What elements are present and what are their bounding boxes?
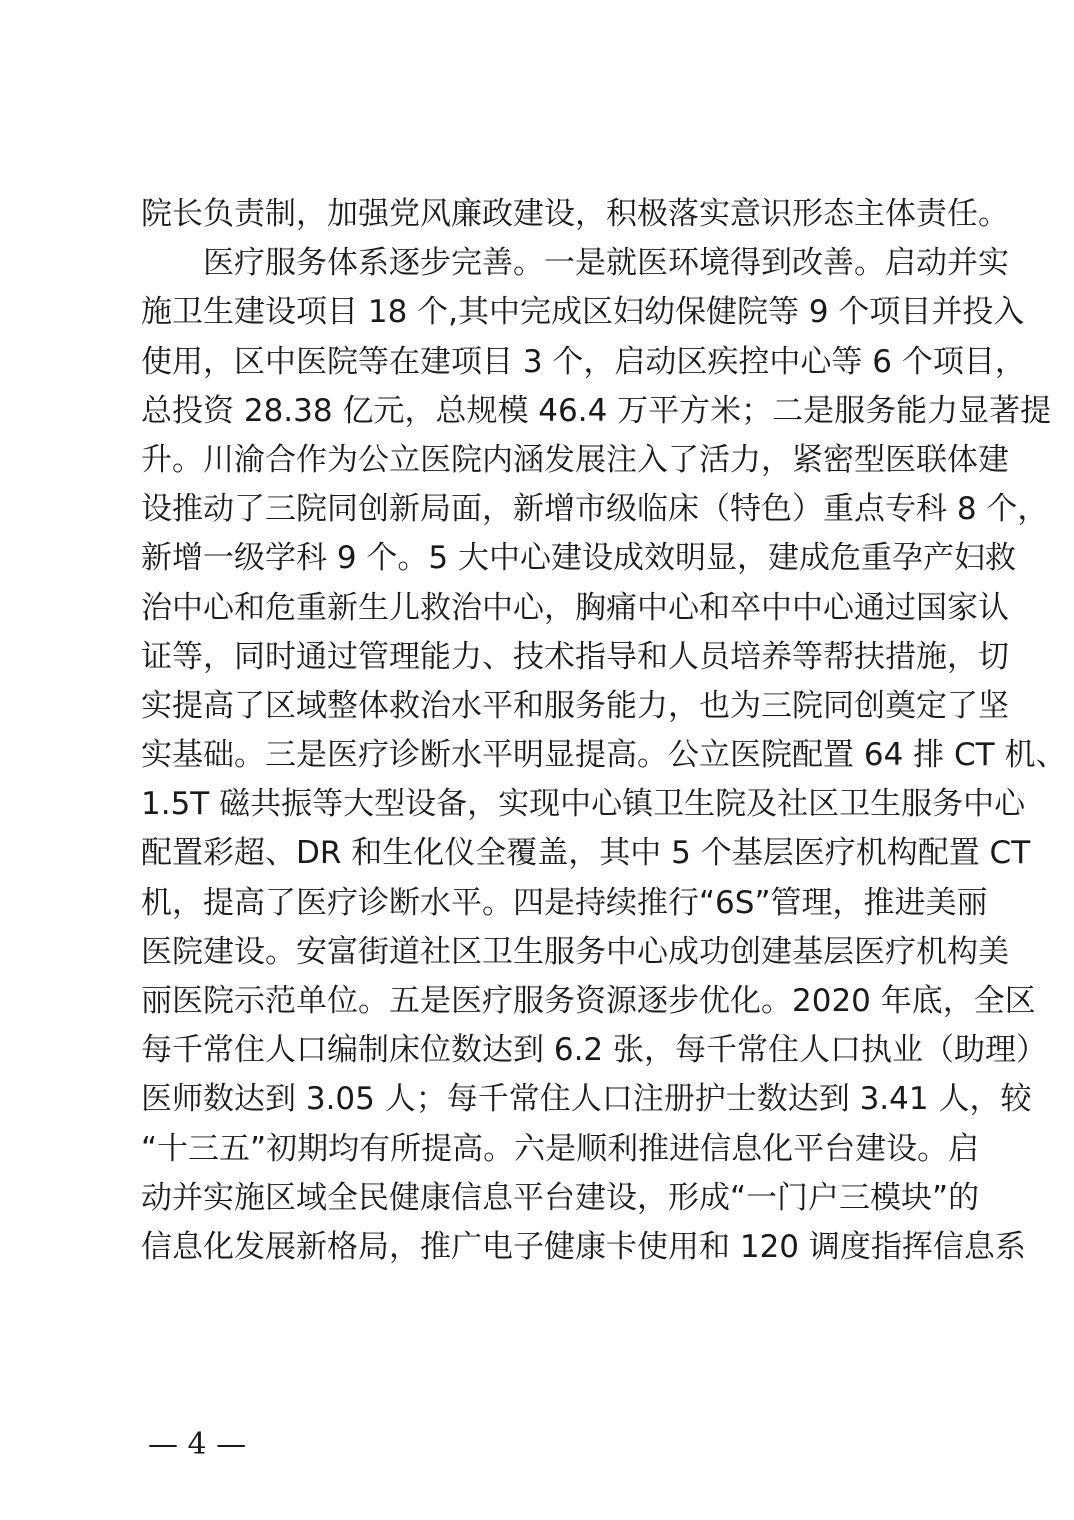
text-line: 医院建设。安富街道社区卫生服务中心成功创建基层医疗机构美 xyxy=(141,933,1009,970)
text-line: 丽医院示范单位。五是医疗服务资源逐步优化。2020 年底，全区 xyxy=(141,983,1036,1019)
text-line: 信息化发展新格局，推广电子健康卡使用和 120 调度指挥信息系 xyxy=(141,1228,1026,1265)
text-line: 医疗服务体系逐步完善。一是就医环境得到改善。启动并实 xyxy=(203,245,1009,282)
body-text xyxy=(141,190,1067,1272)
text-line: 升。川渝合作为公立医院内涵发展注入了活力，紧密型医联体建 xyxy=(141,441,1009,478)
text-line: 机，提高了医疗诊断水平。四是持续推行“6S”管理，推进美丽 xyxy=(141,884,988,921)
text-line: 证等，同时通过管理能力、技术指导和人员培养等帮扶措施，切 xyxy=(141,638,1009,675)
text-line: 新增一级学科 9 个。5 大中心建设成效明显，建成危重孕产妇救 xyxy=(141,540,1017,577)
text-line: 实基础。三是医疗诊断水平明显提高。公立医院配置 64 排 CT 机、 xyxy=(141,737,1067,774)
text-line: 治中心和危重新生儿救治中心，胸痛中心和卒中中心通过国家认 xyxy=(141,589,1009,626)
text-line: “十三五”初期均有所提高。六是顺利推进信息化平台建设。启 xyxy=(141,1130,980,1167)
text-line: 医师数达到 3.05 人；每千常住人口注册护士数达到 3.41 人，较 xyxy=(141,1081,1032,1118)
text-line: 动并实施区域全民健康信息平台建设，形成“一门户三模块”的 xyxy=(141,1179,980,1216)
text-line: 每千常住人口编制床位数达到 6.2 张，每千常住人口执业（助理） xyxy=(141,1032,1048,1069)
text-line: 1.5T 磁共振等大型设备，实现中心镇卫生院及社区卫生服务中心 xyxy=(141,786,1026,823)
page-number: — 4 — xyxy=(148,1427,247,1462)
text-line: 使用，区中医院等在建项目 3 个，启动区疾控中心等 6 个项目， xyxy=(141,343,1026,380)
text-line: 配置彩超、DR 和生化仪全覆盖，其中 5 个基层医疗机构配置 CT xyxy=(141,835,1031,872)
text-line: 总投资 28.38 亿元，总规模 46.4 万平方米；二是服务能力显著提 xyxy=(141,392,1052,429)
text-line: 施卫生建设项目 18 个,其中完成区妇幼保健院等 9 个项目并投入 xyxy=(141,294,1025,331)
text-line: 院长负责制，加强党风廉政建设，积极落实意识形态主体责任。 xyxy=(141,196,1009,232)
text-line: 实提高了区域整体救治水平和服务能力，也为三院同创奠定了坚 xyxy=(141,687,1009,724)
text-line: 设推动了三院同创新局面，新增市级临床（特色）重点专科 8 个， xyxy=(141,491,1049,528)
